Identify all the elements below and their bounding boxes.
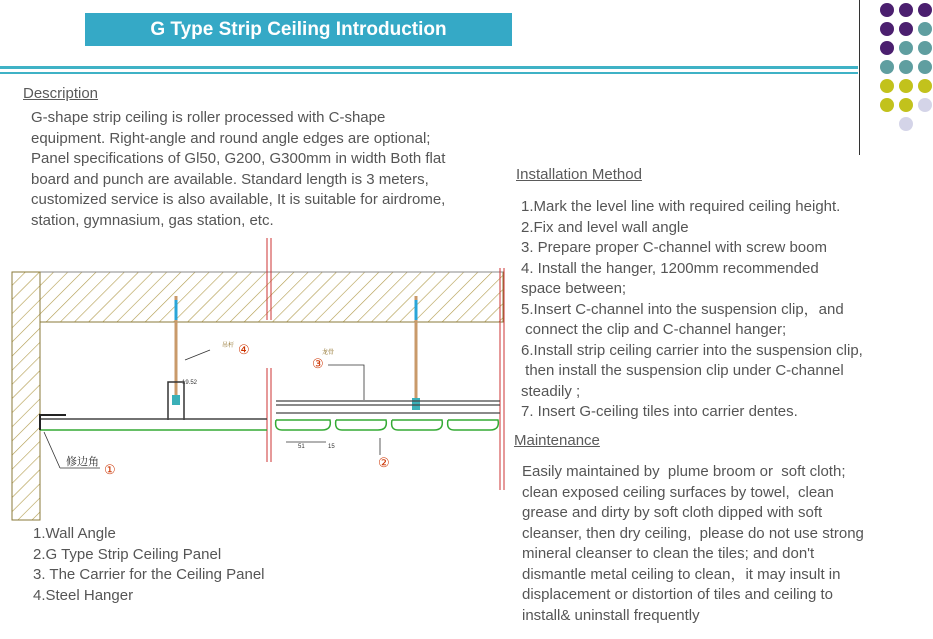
maintenance-line: dismantle metal ceiling to clean，it may insult in [522,565,841,583]
dot [918,41,932,55]
maintenance-line: clean exposed ceiling surfaces by towel, clean [522,483,834,501]
dot [880,22,894,36]
description-line: G-shape strip ceiling is roller processed with C-shape [31,109,386,126]
installation-steps [521,197,926,423]
installation-line: space between; [521,280,627,297]
description-line: Panel specifications of Gl50, G200, G300mm in width Both flat [31,150,446,167]
installation-line: 2.Fix and level wall angle [521,218,689,236]
installation-line: 1.Mark the level line with required ceiling height. [521,198,841,215]
legend-item: 3. The Carrier for the Ceiling Panel [33,566,265,583]
marker-2: ② [378,455,390,470]
marker-1: ① [104,462,116,477]
dot [880,79,894,93]
dot [918,22,932,36]
dot [918,79,932,93]
dot [918,98,932,112]
strip-panels [276,420,499,430]
installation-line: 6.Install strip ceiling carrier into the suspension clip, [521,341,863,359]
dot [899,98,913,112]
dot [880,60,894,74]
dot [899,41,913,55]
dot [918,3,932,17]
installation-line: connect the clip and C-channel hanger; [521,321,787,338]
dot [899,60,913,74]
wall-angle-label-cn: 修边角 [66,456,99,468]
dot [918,60,932,74]
ceiling-section-diagram [0,236,512,526]
description-line: customized service is also available, It is suitable for airdrome, [31,191,446,208]
description-line: station, gymnasium, gas station, etc. [31,211,274,229]
description-text [31,108,511,231]
installation-line: 5.Insert C-channel into the suspension clip，and [521,300,844,318]
legend-item: 4.Steel Hanger [33,586,134,604]
maintenance-line: cleanser, then dry ceiling, please do not use strong [522,524,864,542]
maintenance-text [522,462,927,626]
dot [880,3,894,17]
maintenance-line: Easily maintained by plume broom or soft cloth; [522,463,846,480]
dimension-label: 51 [298,444,305,450]
installation-line: 4. Install the hanger, 1200mm recommended [521,259,819,277]
maintenance-line: install& uninstall frequently [522,606,700,624]
carrier-label-cn: 龙骨 [322,350,335,356]
installation-line: then install the suspension clip under C-channel [521,362,844,379]
installation-line: steadily ; [521,382,581,400]
installation-line: 3. Prepare proper C-channel with screw boom [521,239,827,256]
legend-item: 1.Wall Angle [33,525,116,542]
installation-line: 7. Insert G-ceiling tiles into carrier dentes. [521,403,798,420]
marker-4: ④ [238,342,250,357]
dot [899,3,913,17]
maintenance-heading: Maintenance [514,432,600,449]
dot [899,117,913,131]
description-line: equipment. Right-angle and round angle edges are optional; [31,129,431,147]
dot [880,41,894,55]
decorative-dot-grid [876,3,933,133]
header-rule-top [0,66,858,69]
description-line: board and punch are available. Standard length is 3 meters, [31,170,429,188]
legend-item: 2.G Type Strip Ceiling Panel [33,545,222,563]
page-title: G Type Strip Ceiling Introduction [85,13,512,46]
installation-heading: Installation Method [516,166,642,183]
header-rule-bottom [0,72,858,74]
dimension-label: 19.52 [182,380,198,386]
corner-divider [859,0,860,155]
description-heading: Description [23,85,99,102]
wall [12,272,40,520]
maintenance-line: mineral cleanser to clean the tiles; and don't [522,545,815,562]
dot [899,79,913,93]
maintenance-line: displacement or distortion of tiles and ceiling to [522,586,834,603]
hanger-label-cn: 吊杆 [222,343,235,349]
maintenance-line: grease and dirty by soft cloth dipped with soft [522,504,823,521]
diagram-legend [33,524,265,606]
dot [880,98,894,112]
dot [899,22,913,36]
dimension-label: 15 [328,444,335,450]
wall-angle [40,415,66,430]
marker-3: ③ [312,356,324,371]
